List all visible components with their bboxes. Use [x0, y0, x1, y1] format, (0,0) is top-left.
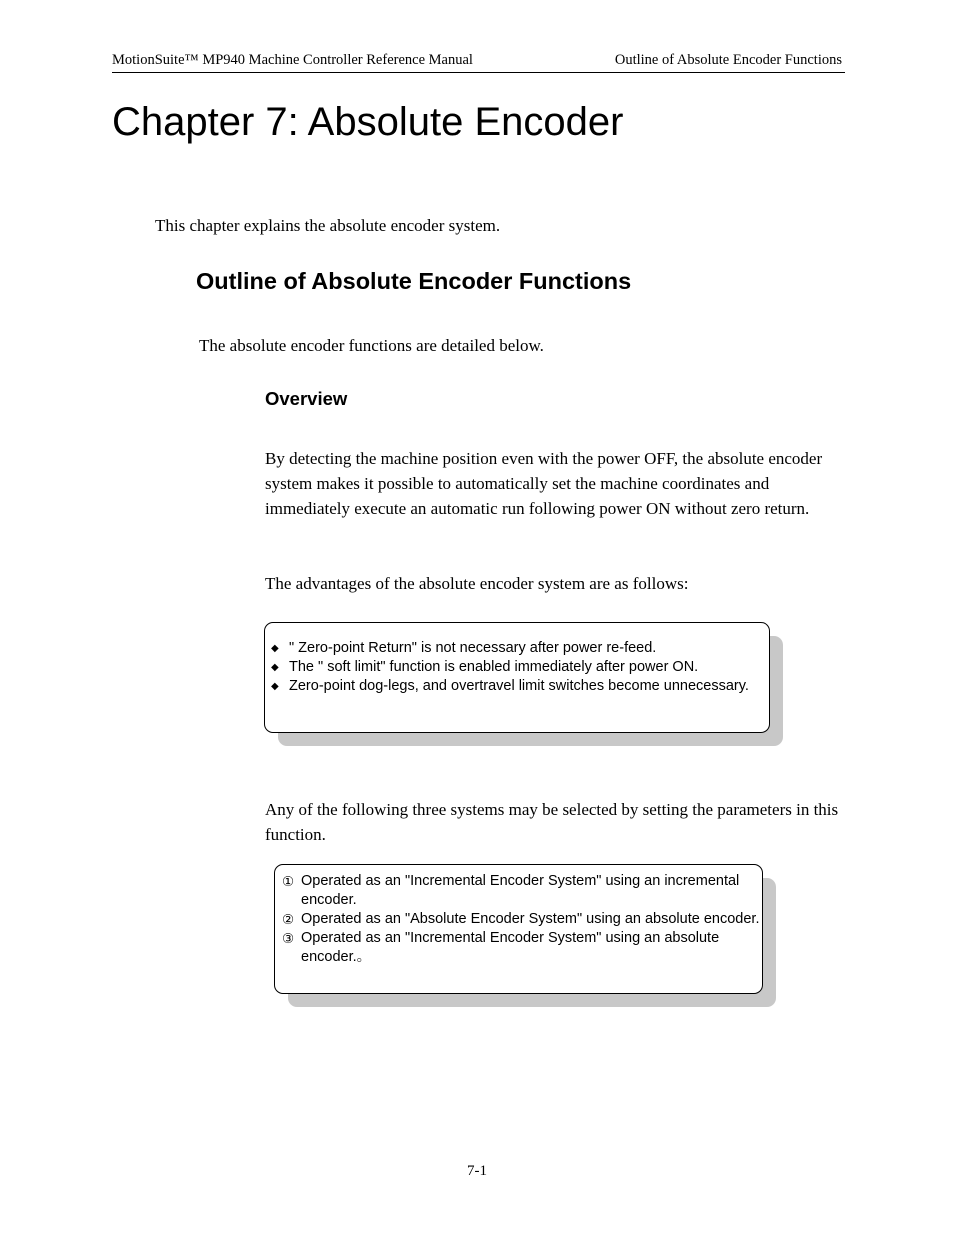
systems-intro: Any of the following three systems may be selected by setting the parameters in this function.: [265, 800, 839, 844]
list-item: [282, 910, 760, 929]
system-number: ②: [282, 912, 295, 927]
list-item: [282, 929, 760, 967]
system-number: ③: [282, 931, 295, 946]
advantages-box: [264, 622, 770, 733]
systems-box: [274, 864, 763, 994]
section-heading: Outline of Absolute Encoder Functions: [196, 268, 632, 294]
header-rule: [112, 72, 845, 73]
list-item: [271, 677, 761, 696]
list-item: [271, 639, 761, 658]
diamond-bullet-icon: ◆: [271, 643, 279, 654]
list-item: [282, 872, 760, 910]
running-header-title: MotionSuite™ MP940 Machine Controller Reference Manual: [112, 52, 473, 68]
diamond-bullet-icon: ◆: [271, 681, 279, 692]
system-text: Operated as an "Incremental Encoder System" using an incremental encoder.: [301, 873, 740, 908]
overview-heading: Overview: [265, 388, 348, 409]
diamond-bullet-icon: ◆: [271, 662, 279, 673]
list-item: [271, 658, 761, 677]
systems-list: [282, 872, 760, 967]
advantages-list: [271, 639, 761, 696]
advantage-text: The " soft limit" function is enabled immediately after power ON.: [289, 659, 699, 675]
running-header-section: Outline of Absolute Encoder Functions: [614, 52, 842, 68]
system-number: ①: [282, 874, 295, 889]
advantages-intro: The advantages of the absolute encoder system are as follows:: [265, 574, 689, 593]
advantage-text: Zero-point dog-legs, and overtravel limit switches become unnecessary.: [289, 678, 749, 694]
system-text: Operated as an "Absolute Encoder System" using an absolute encoder.: [301, 911, 760, 927]
system-text: Operated as an "Incremental Encoder System" using an absolute encoder.。: [301, 930, 720, 965]
advantage-text: " Zero-point Return" is not necessary after power re-feed.: [289, 640, 657, 656]
overview-paragraph: By detecting the machine position even with the power OFF, the absolute encoder system makes it possible to automatically set the machine coordinates and immediately execute an automatic run following power ON without zero return.: [265, 449, 823, 518]
chapter-intro: This chapter explains the absolute encoder system.: [155, 216, 501, 235]
chapter-title: Chapter 7: Absolute Encoder: [112, 100, 624, 144]
section-intro: The absolute encoder functions are detailed below.: [199, 336, 544, 355]
page-number: 7-1: [467, 1163, 487, 1179]
